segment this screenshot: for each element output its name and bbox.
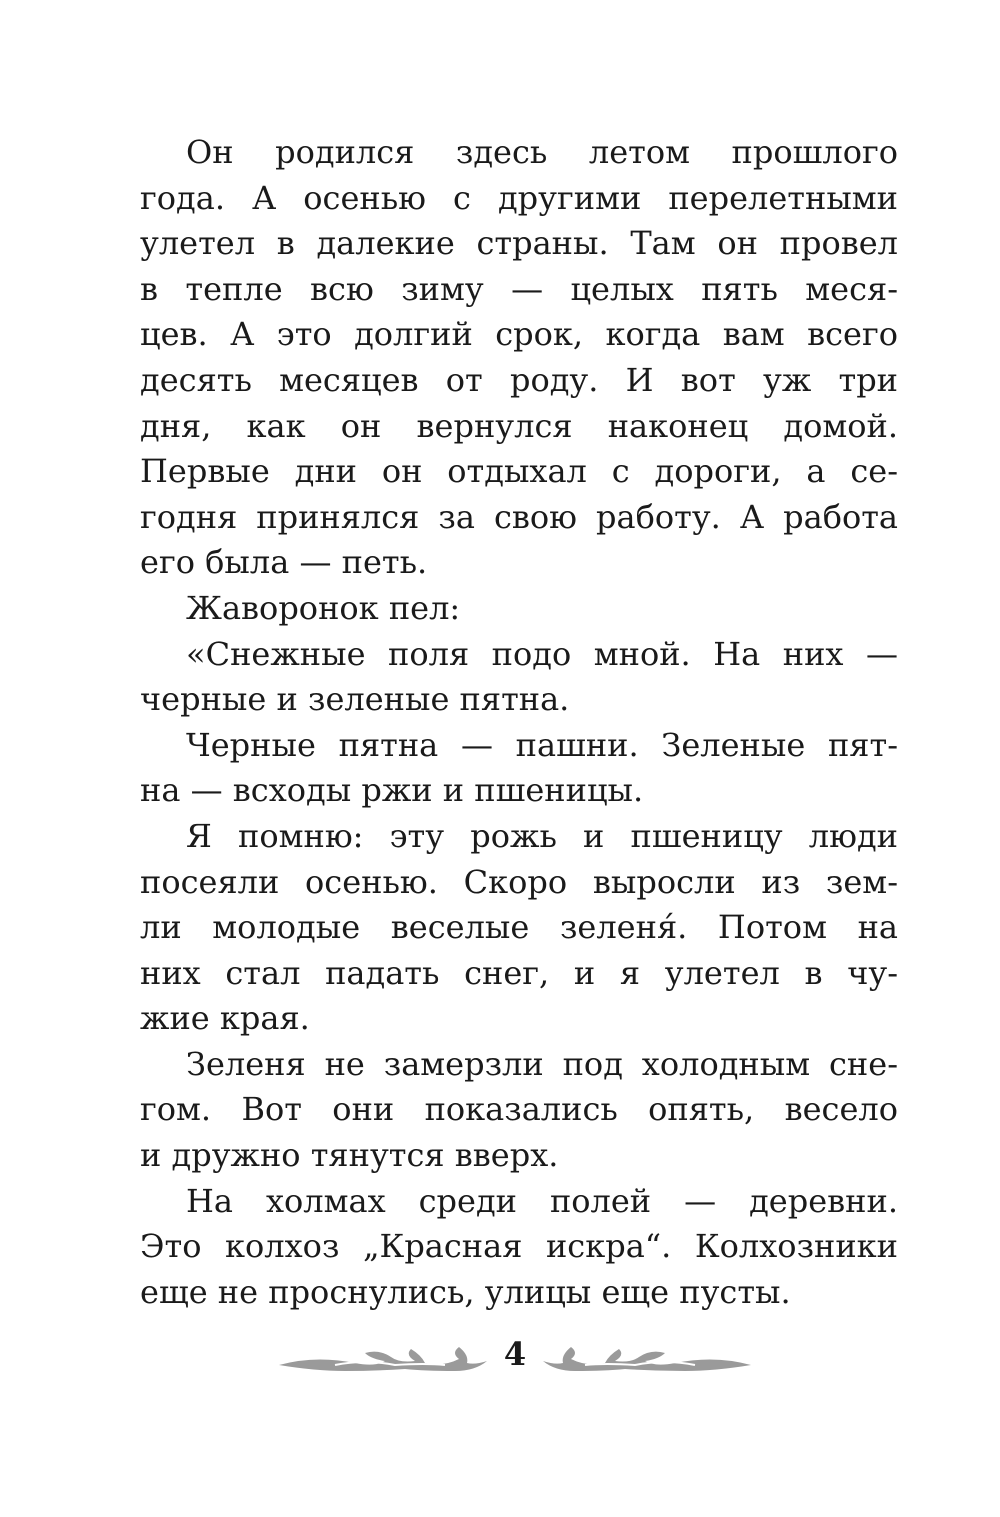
text-line: еще не проснулись, улицы еще пусты. (140, 1272, 791, 1311)
text-line: гом. Вот они показались опять, весело (140, 1090, 898, 1129)
right-ornament-icon (540, 1341, 755, 1377)
text-line: черные и зеленые пятна. (140, 680, 570, 719)
text-line: Жаворонок пел: (186, 588, 461, 627)
text-line: дня, как он вернулся наконец домой. (140, 406, 898, 445)
text-line: Я помню: эту рожь и пшеницу люди (186, 816, 898, 855)
text-line: десять месяцев от роду. И вот уж три (140, 360, 898, 399)
body-text (140, 130, 898, 1315)
text-line: его была — петь. (140, 543, 428, 582)
page-footer (275, 1333, 755, 1383)
text-line: Зеленя не замерзли под холодным сне- (186, 1044, 898, 1083)
text-line: Черные пятна — пашни. Зеленые пят- (186, 725, 898, 764)
text-line: в тепле всю зиму — целых пять меся- (140, 269, 898, 308)
text-line: «Снежные поля подо мной. На них — (186, 634, 898, 673)
text-line: годня принялся за свою работу. А работа (140, 497, 898, 536)
page-number: 4 (503, 1335, 527, 1373)
text-line: года. А осенью с другими перелетными (140, 178, 898, 217)
text-line: ли молодые веселые зеленя́. Потом на (140, 908, 898, 947)
text-line: посеяли осенью. Скоро выросли из зем- (140, 862, 898, 901)
text-line: Первые дни он отдыхал с дороги, а се- (140, 452, 898, 491)
text-line: жие края. (140, 999, 310, 1038)
text-line: и дружно тянутся вверх. (140, 1136, 559, 1175)
text-line: Это колхоз „Красная искра“. Колхозники (140, 1227, 898, 1266)
text-line: улетел в далекие страны. Там он провел (140, 224, 898, 263)
text-line: Он родился здесь летом прошлого (186, 133, 898, 171)
text-line: них стал падать снег, и я улетел в чу- (140, 953, 898, 992)
text-line: На холмах среди полей — деревни. (186, 1181, 898, 1220)
text-line: цев. А это долгий срок, когда вам всего (140, 315, 898, 354)
text-line: на — всходы ржи и пшеницы. (140, 771, 644, 810)
